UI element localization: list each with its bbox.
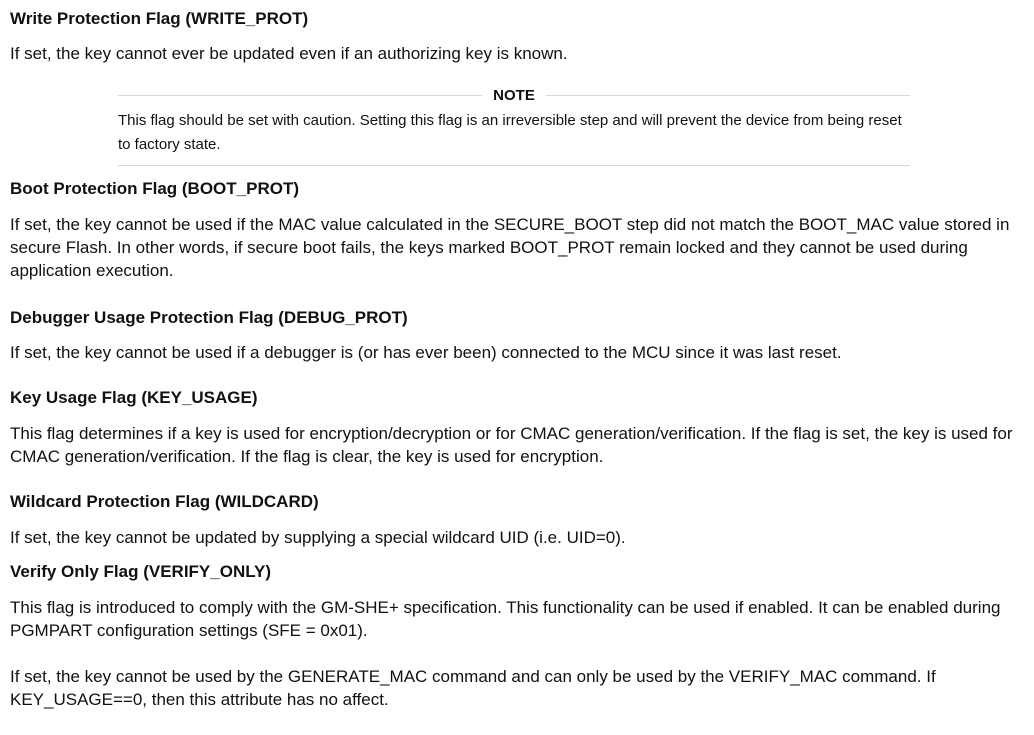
heading-wildcard: Wildcard Protection Flag (WILDCARD) [10, 492, 319, 511]
paragraph-verify-only-1: This flag is introduced to comply with the GM-SHE+ specification. This functionality can be used if enabled. It can be enabled during PGMPART configuration settings (SFE = 0x01). [10, 598, 1001, 640]
paragraph-wildcard: If set, the key cannot be updated by supplying a special wildcard UID (i.e. UID=0). [10, 528, 626, 547]
note-header [118, 86, 910, 106]
note-title: NOTE [493, 87, 535, 104]
paragraph-verify-only-2: If set, the key cannot be used by the GENERATE_MAC command and can only be used by the VERIFY_MAC command. If KEY_USAGE==0, then this attribute has no affect. [10, 667, 936, 709]
paragraph-boot-prot: If set, the key cannot be used if the MAC value calculated in the SECURE_BOOT step did not match the BOOT_MAC value stored in secure Flash. In other words, if secure boot fails, the keys marked BOOT_PROT remain locked and they cannot be used during application execution. [10, 215, 1010, 280]
paragraph-debug-prot: If set, the key cannot be used if a debugger is (or has ever been) connected to the MCU since it was last reset. [10, 343, 842, 362]
heading-key-usage: Key Usage Flag (KEY_USAGE) [10, 388, 258, 407]
heading-write-prot: Write Protection Flag (WRITE_PROT) [10, 9, 309, 28]
note-bottom-rule [118, 165, 910, 166]
heading-boot-prot: Boot Protection Flag (BOOT_PROT) [10, 179, 299, 198]
note-box [118, 86, 910, 166]
note-rule-right [546, 95, 910, 96]
heading-verify-only: Verify Only Flag (VERIFY_ONLY) [10, 562, 272, 581]
paragraph-write-prot: If set, the key cannot ever be updated even if an authorizing key is known. [10, 44, 568, 63]
paragraph-key-usage: This flag determines if a key is used for encryption/decryption or for CMAC generation/verification. If the flag is set, the key is used for CMAC generation/verification. If the flag is clear, the key is used for encryption. [10, 424, 1013, 466]
note-body: This flag should be set with caution. Setting this flag is an irreversible step and will prevent the device from being reset to factory state. [118, 112, 902, 153]
heading-debug-prot: Debugger Usage Protection Flag (DEBUG_PROT) [10, 308, 408, 327]
note-rule-left [118, 95, 482, 96]
